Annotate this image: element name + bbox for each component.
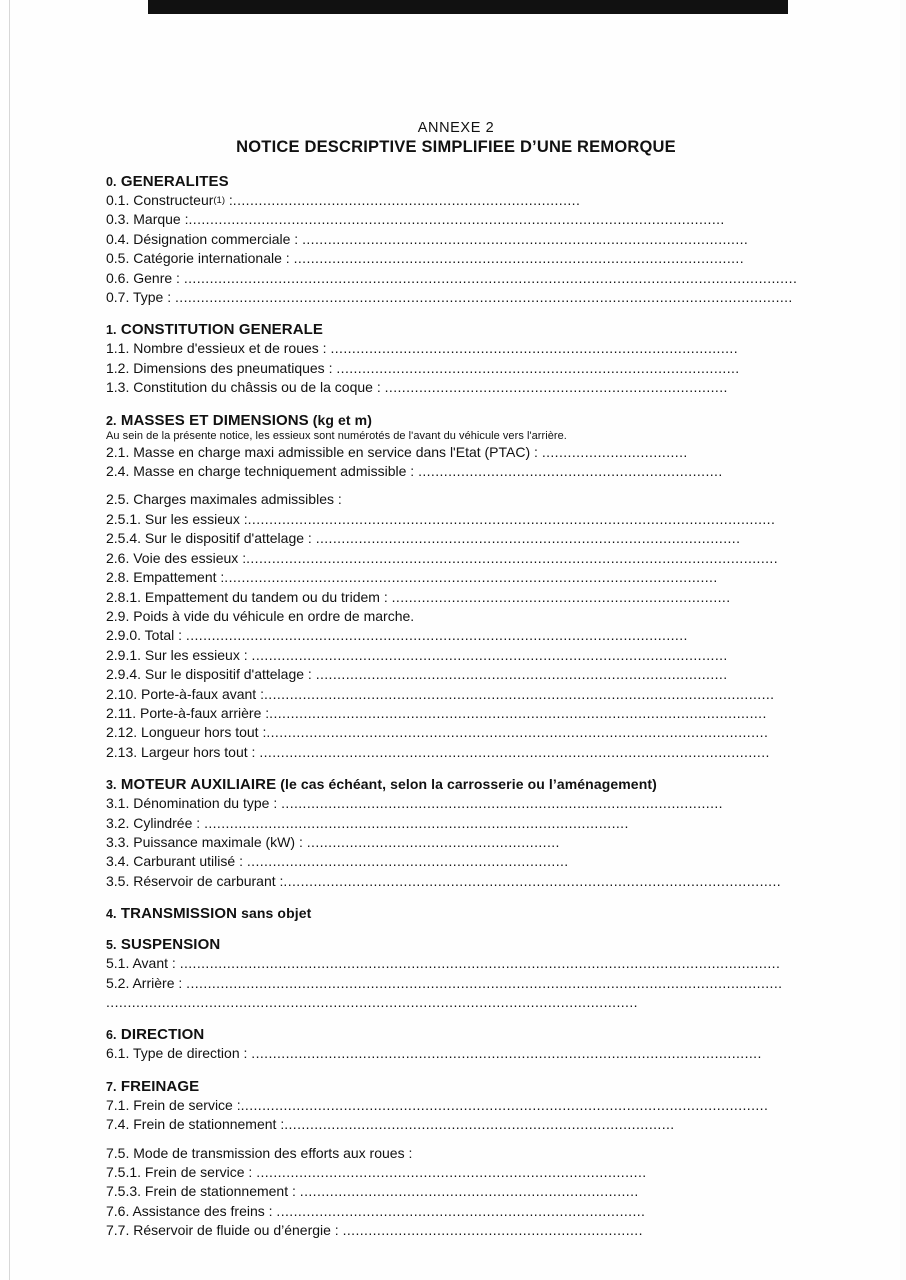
fill-in-blank[interactable]: ...............................................................................: [391, 588, 731, 605]
field-label: 3.5. Réservoir de carburant :: [106, 872, 284, 889]
section-heading-text: CONSTITUTION GENERALE: [120, 321, 324, 339]
section-heading: [106, 905, 806, 922]
field-label: 2.9.4. Sur le dispositif d'attelage :: [106, 666, 316, 683]
field-label: 0.7. Type :: [106, 289, 176, 306]
field-label: 7.1. Frein de service :: [106, 1096, 241, 1113]
form-field-line[interactable]: [106, 490, 806, 509]
form-field-line[interactable]: [106, 1044, 806, 1063]
section-heading: [106, 321, 806, 338]
field-label: 3.4. Carburant utilisé :: [106, 853, 247, 870]
field-label: 7.5.3. Frein de stationnement :: [106, 1183, 300, 1200]
section-number: 5.: [106, 938, 117, 953]
section-heading-text: SUSPENSION: [120, 936, 221, 954]
form-field-line[interactable]: [106, 1202, 806, 1221]
form-field-line[interactable]: [106, 210, 806, 229]
document-section: [106, 321, 806, 397]
form-field-line[interactable]: [106, 588, 806, 607]
fill-in-blank[interactable]: .......................................................................................................................: [251, 1045, 762, 1062]
page-right-edge: [900, 0, 906, 1280]
field-label: 3.2. Cylindrée :: [106, 814, 205, 831]
fill-in-blank[interactable]: ............................................................................................................................: [246, 549, 779, 566]
section-number: 6.: [106, 1028, 117, 1043]
fill-in-blank[interactable]: ...............................................................................................................................................: [183, 269, 798, 286]
fill-in-blank[interactable]: ..............................................................................................: [336, 359, 740, 376]
field-label: 0.6. Genre :: [106, 269, 184, 286]
form-field-line[interactable]: [106, 1163, 806, 1182]
form-field-line[interactable]: [106, 339, 806, 358]
field-label: 2.4. Masse en charge techniquement admissible :: [106, 463, 419, 480]
field-label: 2.5.4. Sur le dispositif d'attelage :: [106, 530, 316, 547]
fill-in-blank[interactable]: .......................................................................: [418, 463, 723, 480]
form-field-line[interactable]: [106, 607, 806, 626]
section-number: 0.: [106, 175, 117, 189]
form-field-line[interactable]: [106, 685, 806, 704]
field-label: 2.6. Voie des essieux :: [106, 549, 247, 566]
field-label: 5.2. Arrière :: [106, 974, 187, 991]
scan-artifact-top-bar: [148, 0, 788, 14]
fill-in-blank[interactable]: ....................................................................................................................: [283, 872, 782, 889]
fill-in-blank[interactable]: ...........................................................................................................................: [247, 510, 776, 527]
field-label: 0.1. Constructeur: [106, 192, 214, 208]
form-field-line[interactable]: [106, 288, 806, 307]
page-title: NOTICE DESCRIPTIVE SIMPLIFIEE D’UNE REMORQUE: [236, 138, 676, 156]
field-label: 7.7. Réservoir de fluide ou d’énergie :: [106, 1222, 343, 1239]
fill-in-blank[interactable]: ....................................................................................................................: [269, 704, 767, 721]
document-section: [106, 1026, 806, 1063]
fill-in-blank[interactable]: ..................................: [541, 443, 688, 460]
field-label: 7.5.1. Frein de service :: [106, 1164, 257, 1181]
form-field-line[interactable]: [106, 443, 806, 462]
field-label: 2.5. Charges maximales admissibles :: [106, 491, 342, 508]
field-label: 0.3. Marque :: [106, 211, 189, 228]
section-heading-tail: sans objet: [237, 905, 312, 922]
fill-in-blank[interactable]: .............................................................................................................................: [188, 211, 725, 228]
document-section: [106, 905, 806, 922]
section-heading-text: MASSES ET DIMENSIONS: [120, 411, 309, 429]
field-label: 0.5. Catégorie internationale :: [106, 250, 294, 267]
section-heading: [106, 776, 806, 793]
section-number: 3.: [106, 778, 117, 793]
fill-in-blank[interactable]: ...............................................................................................: [330, 340, 738, 357]
form-field-line[interactable]: [106, 191, 806, 210]
fill-in-blank[interactable]: ................................................................................................................................................: [175, 289, 793, 306]
document-section: [106, 776, 806, 891]
field-label: 2.9.1. Sur les essieux :: [106, 646, 252, 663]
fill-in-blank[interactable]: ...................................................................................................................: [224, 569, 718, 586]
field-label: 2.9.0. Total :: [106, 627, 186, 644]
form-field-line[interactable]: [106, 510, 806, 529]
form-field-line[interactable]: [106, 1096, 806, 1115]
document-section: [106, 412, 806, 763]
form-field-line[interactable]: [106, 974, 806, 993]
section-heading: [106, 173, 806, 190]
section-heading: [106, 936, 806, 953]
fill-in-blank[interactable]: ...........................................................................................................................................: [186, 974, 783, 991]
form-field-line[interactable]: [106, 1115, 806, 1134]
form-field-line[interactable]: [106, 230, 806, 249]
document-section: [106, 1078, 806, 1241]
annexe-label: ANNEXE 2: [417, 120, 495, 136]
footnote-marker: (1): [213, 195, 226, 206]
section-heading: [106, 1078, 806, 1095]
section-heading-text: MOTEUR AUXILIAIRE: [120, 776, 277, 794]
fill-in-blank[interactable]: ...............................................................................................................: [251, 646, 728, 663]
form-field-line[interactable]: [106, 269, 806, 288]
field-label: 2.5.1. Sur les essieux :: [106, 510, 248, 527]
field-label: 7.5. Mode de transmission des efforts aux roues :: [106, 1144, 413, 1161]
fill-in-blank[interactable]: ............................................................................................................................: [106, 994, 638, 1010]
field-label: 3.1. Dénomination du type :: [106, 795, 282, 812]
form-field-line[interactable]: [106, 814, 806, 833]
fill-in-blank[interactable]: ...........................................................................................................................: [240, 1096, 769, 1113]
section-number: 4.: [106, 907, 117, 922]
section-heading-text: FREINAGE: [120, 1077, 200, 1095]
field-label: 2.9. Poids à vide du véhicule en ordre de marche.: [106, 607, 415, 624]
page-left-edge: [0, 0, 10, 1280]
form-field-line[interactable]: [106, 568, 806, 587]
fill-in-blank[interactable]: ...........................................................................................: [284, 1116, 675, 1133]
fill-in-blank[interactable]: ...................................................................................................: [204, 814, 629, 831]
fill-in-blank[interactable]: ................................................................................: [384, 379, 728, 396]
fill-in-blank[interactable]: .........................................................................................................: [293, 250, 744, 267]
sections-container: [106, 173, 806, 1241]
section-heading-text: DIRECTION: [120, 1026, 205, 1044]
fill-in-blank[interactable]: ...........................................................: [306, 833, 560, 850]
fill-in-blank[interactable]: .......................................................................................................................: [263, 685, 775, 702]
form-field-line[interactable]: [106, 529, 806, 548]
field-label: 2.12. Longueur hors tout :: [106, 724, 267, 741]
field-label: 7.4. Frein de stationnement :: [106, 1116, 285, 1133]
fill-in-blank[interactable]: ......................................................................: [342, 1222, 643, 1239]
form-field-line[interactable]: [106, 723, 806, 742]
section-note: Au sein de la présente notice, les essieux sont numérotés de l'avant du véhicule vers l'arrière.: [106, 429, 567, 442]
line-spacer: [106, 1135, 806, 1144]
form-field-line[interactable]: [106, 378, 806, 397]
fill-in-blank[interactable]: .....................................................................................................................: [185, 627, 688, 644]
fill-in-blank[interactable]: ............................................................................................................................................: [179, 955, 781, 972]
document-section: [106, 936, 806, 1012]
fill-in-blank[interactable]: ......................................................................................: [276, 1202, 646, 1219]
form-field-line[interactable]: [106, 704, 806, 723]
document-section: [106, 173, 806, 307]
field-label: 5.1. Avant :: [106, 955, 180, 972]
section-heading-text: TRANSMISSION: [120, 905, 238, 923]
form-field-line[interactable]: [106, 872, 806, 891]
field-label: 2.13. Largeur hors tout :: [106, 743, 260, 760]
line-spacer: [106, 481, 806, 490]
section-heading-tail: (kg et m): [308, 411, 372, 428]
field-label: 0.4. Désignation commerciale :: [106, 230, 303, 247]
form-field-line[interactable]: [106, 794, 806, 813]
fill-in-blank[interactable]: .....................................................................................................................: [266, 724, 769, 741]
form-field-line[interactable]: [106, 626, 806, 645]
section-heading: [106, 1026, 806, 1043]
field-label: 1.3. Constitution du châssis ou de la coque :: [106, 379, 385, 396]
section-heading: [106, 412, 806, 429]
field-label: 2.11. Porte-à-faux arrière :: [106, 704, 270, 721]
field-label: 2.1. Masse en charge maxi admissible en service dans l'Etat (PTAC) :: [106, 443, 542, 460]
form-field-line[interactable]: [106, 743, 806, 762]
fill-in-blank[interactable]: ...........................................................................: [246, 853, 569, 870]
field-label: 2.8. Empattement :: [106, 569, 225, 586]
fill-in-blank[interactable]: ...............................................................................: [299, 1183, 639, 1200]
fill-in-blank[interactable]: .................................................................................: [232, 192, 581, 208]
form-field-line[interactable]: [106, 359, 806, 378]
document-content: [106, 120, 806, 1241]
form-field-line[interactable]: [106, 954, 806, 973]
field-label: 2.10. Porte-à-faux avant :: [106, 685, 264, 702]
field-label: 1.1. Nombre d'essieux et de roues :: [106, 340, 331, 357]
field-label: 7.6. Assistance des freins :: [106, 1202, 277, 1219]
form-field-line[interactable]: [106, 852, 806, 871]
section-heading-tail: (le cas échéant, selon la carrosserie ou l’aménagement): [276, 776, 657, 793]
fill-in-blank[interactable]: ........................................................................................................: [302, 230, 749, 247]
form-field-line[interactable]: [106, 1182, 806, 1201]
section-number: 7.: [106, 1079, 117, 1094]
form-field-line[interactable]: [106, 249, 806, 268]
field-label: 1.2. Dimensions des pneumatiques :: [106, 359, 337, 376]
section-heading-text: GENERALITES: [120, 173, 229, 190]
fill-in-blank[interactable]: .......................................................................................................................: [259, 743, 770, 760]
form-field-line[interactable]: [106, 646, 806, 665]
form-field-line[interactable]: [106, 665, 806, 684]
form-field-line[interactable]: [106, 462, 806, 481]
form-field-line[interactable]: [106, 833, 806, 852]
field-label: 3.3. Puissance maximale (kW) :: [106, 833, 307, 850]
form-field-line[interactable]: [106, 1144, 806, 1163]
form-field-line[interactable]: [106, 993, 806, 1012]
fill-in-blank[interactable]: ...................................................................................................: [315, 530, 741, 547]
field-label: 2.8.1. Empattement du tandem ou du tridem :: [106, 588, 392, 605]
fill-in-blank[interactable]: ...........................................................................................: [256, 1164, 647, 1181]
field-label: 6.1. Type de direction :: [106, 1045, 252, 1062]
section-number: 2.: [106, 413, 117, 428]
section-number: 1.: [106, 323, 117, 338]
field-label-tail: :: [225, 192, 233, 208]
form-field-line[interactable]: [106, 1221, 806, 1240]
fill-in-blank[interactable]: ................................................................................................: [315, 666, 728, 683]
form-field-line[interactable]: [106, 549, 806, 568]
fill-in-blank[interactable]: .......................................................................................................: [281, 795, 723, 812]
